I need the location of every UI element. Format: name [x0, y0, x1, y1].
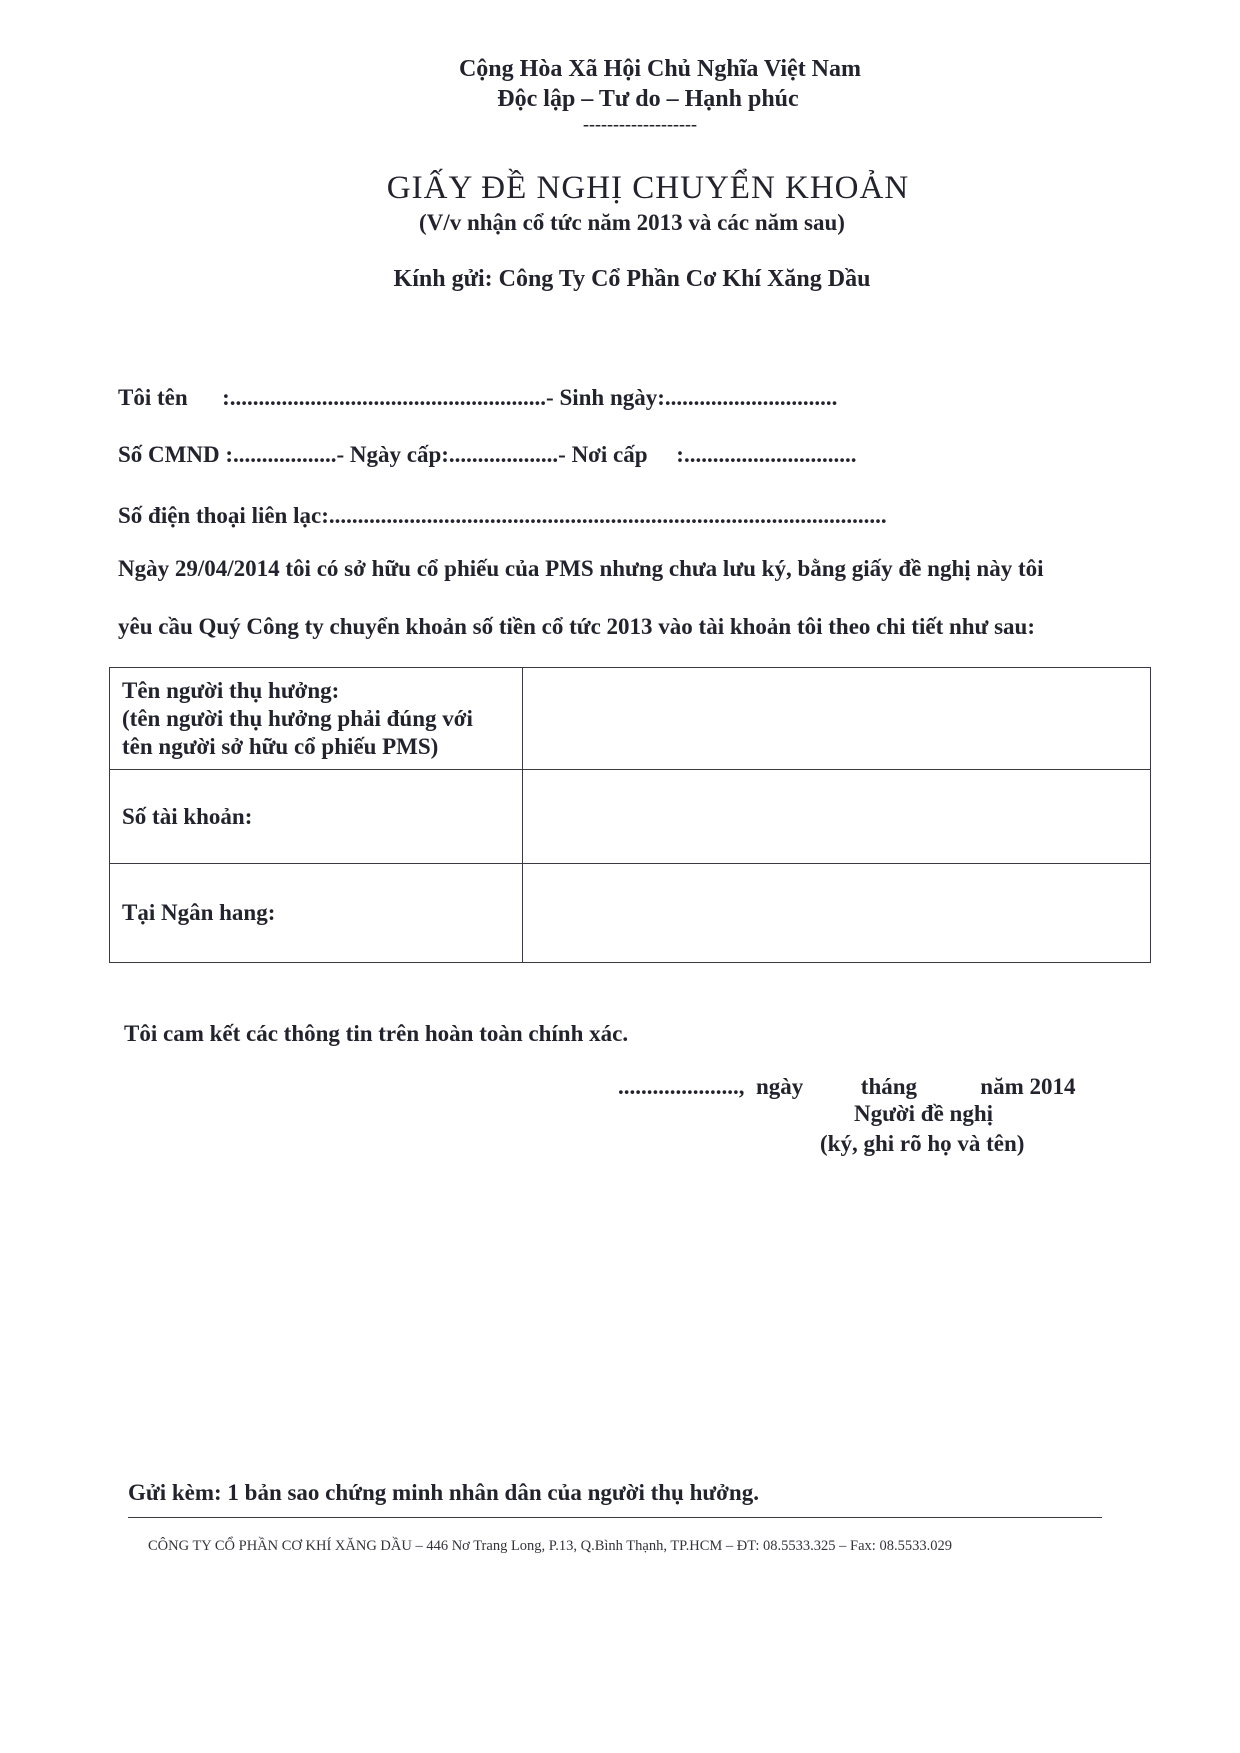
phone-field: Số điện thoại liên lạc:................................................................................................. — [118, 503, 887, 528]
recipient-line: Kính gửi: Công Ty Cổ Phần Cơ Khí Xăng Dầu — [393, 266, 871, 292]
header-separator: ------------------- — [583, 114, 697, 134]
commitment-statement: Tôi cam kết các thông tin trên hoàn toàn chính xác. — [124, 1021, 629, 1046]
request-paragraph-line-2: yêu cầu Quý Công ty chuyển khoản số tiền cổ tức 2013 vào tài khoản tôi theo chi tiết như sau: — [118, 614, 1036, 639]
national-motto: Độc lập – Tư do – Hạnh phúc — [497, 86, 799, 112]
beneficiary-label — [110, 668, 523, 770]
signature-note: (ký, ghi rõ họ và tên) — [820, 1131, 1025, 1156]
bank-label — [110, 864, 523, 963]
request-paragraph-line-1: Ngày 29/04/2014 tôi có sở hữu cổ phiếu của PMS nhưng chưa lưu ký, bằng giấy đề nghị này tôi — [118, 556, 1044, 581]
table-row — [110, 770, 1151, 864]
name-birthdate-field: Tôi tên :.......................................................- Sinh ngày:.............................. — [118, 385, 838, 410]
footer-divider — [128, 1517, 1102, 1518]
country-name: Cộng Hòa Xã Hội Chủ Nghĩa Việt Nam — [458, 56, 862, 82]
table-row — [110, 864, 1151, 963]
label-line: Tên người thụ hưởng: — [122, 677, 340, 703]
proposer-label: Người đề nghị — [854, 1101, 994, 1126]
bank-info-table — [109, 667, 1151, 963]
account-number-value — [523, 770, 1151, 864]
label-line: tên người sở hữu cổ phiếu PMS) — [122, 733, 439, 759]
table-row — [110, 668, 1151, 770]
label-line: Tại Ngân hang: — [122, 900, 276, 925]
id-card-field: Số CMND :..................- Ngày cấp:...................- Nơi cấp :.............................. — [118, 442, 857, 467]
bank-value — [523, 864, 1151, 963]
company-footer: CÔNG TY CỔ PHẦN CƠ KHÍ XĂNG DẦU – 446 Nơ Trang Long, P.13, Q.Bình Thạnh, TP.HCM – ĐT: 08.5533.325 – Fax: 08.5533.029 — [148, 1538, 952, 1554]
label-line: (tên người thụ hưởng phải đúng với — [122, 705, 473, 731]
date-line: ....................., ngày tháng năm 2014 — [618, 1074, 1076, 1099]
beneficiary-value — [523, 668, 1151, 770]
document-title: GIẤY ĐỀ NGHỊ CHUYỂN KHOẢN — [386, 170, 910, 206]
account-number-label — [110, 770, 523, 864]
document-subtitle: (V/v nhận cổ tức năm 2013 và các năm sau) — [419, 210, 845, 235]
attachment-note: Gửi kèm: 1 bản sao chứng minh nhân dân của người thụ hưởng. — [128, 1480, 759, 1505]
label-line: Số tài khoản: — [122, 803, 253, 829]
